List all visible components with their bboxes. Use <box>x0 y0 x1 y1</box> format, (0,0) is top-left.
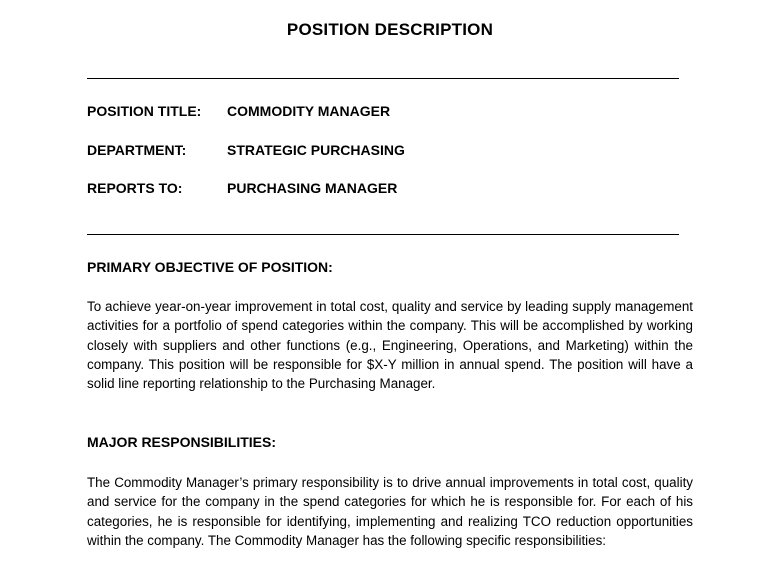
reports-to-value: PURCHASING MANAGER <box>227 180 398 196</box>
document-title: POSITION DESCRIPTION <box>286 20 494 39</box>
department-label: DEPARTMENT: <box>87 142 187 158</box>
bottom-divider <box>87 234 679 235</box>
position-title-label: POSITION TITLE: <box>87 103 202 119</box>
primary-objective-paragraph: To achieve year-on-year improvement in total cost, quality and service by leading supply management activities for a portfolio of spend categories within the company. This will be accomplished by working closely with suppliers and other functions (e.g., Engineering, Operations, and Marketing) within the company. This position will be responsible for $X-Y million in annual spend. The position will have a solid line reporting relationship to the Purchasing Manager. <box>87 299 693 392</box>
reports-to-label: REPORTS TO: <box>87 180 183 196</box>
major-responsibilities-paragraph: The Commodity Manager’s primary responsibility is to drive annual improvements in total cost, quality and service for the company in the spend categories for which he is responsible for. For each of his categories, he is responsible for identifying, implementing and realizing TCO reduction opportunities within the company. The Commodity Manager has the following specific responsibilities: <box>87 475 693 548</box>
top-divider <box>87 78 679 79</box>
major-responsibilities-heading: MAJOR RESPONSIBILITIES: <box>87 434 277 450</box>
primary-objective-heading: PRIMARY OBJECTIVE OF POSITION: <box>87 259 333 275</box>
department-value: STRATEGIC PURCHASING <box>227 142 405 158</box>
position-title-value: COMMODITY MANAGER <box>227 103 391 119</box>
